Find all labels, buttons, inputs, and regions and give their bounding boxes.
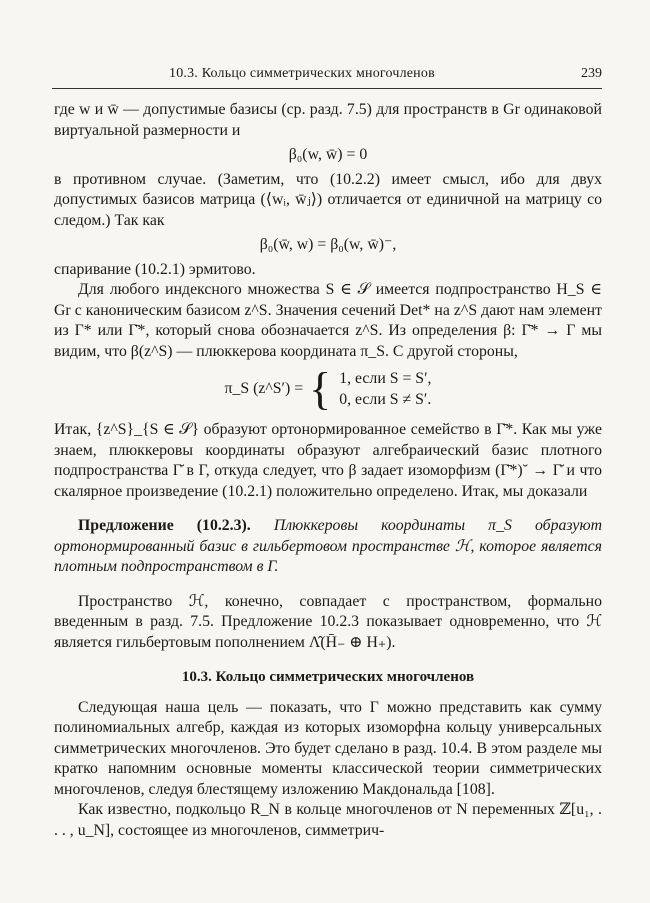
paragraph-4: Для любого индексного множества S ∈ 𝒮 имеется подпространство H_S ∈ Gr с каноническим базисом z^S. Значения сечений Det* на z^S дают нам элемент из Γ* или Γ̄*, который снова обозначается z^S. Из определения β: Γ̄* → Γ мы видим, что β(z^S) — плюккерова координата π_S. С другой стороны, [54, 281, 602, 360]
paragraph-7: Следующая наша цель — показать, что Γ можно представить как сумму полиномиальных алгебр, каждая из которых изоморфна кольцу универсальных симметрических многочленов. Это будет сделано в разд. 10.4. В этом разделе мы кратко напомним основные моменты классической теории симметрических многочленов, следуя блестящему изложению Макдональда [108]. [54, 698, 602, 798]
header-rule [52, 88, 602, 89]
cases-rows [339, 368, 431, 410]
cases-lhs: π_S (z^S′) = [224, 379, 304, 397]
proposition [54, 516, 602, 578]
formula-beta-zero: β₀(w, w̄) = 0 [288, 146, 368, 163]
proposition-text: Плюккеровы координаты π_S образуют ортонормированный базис в гильбертовом пространстве ℋ, которое является плотным подпространством в Γ. [54, 517, 602, 575]
proposition-label: Предложение (10.2.3). [78, 517, 251, 534]
paragraph-1: где w и w̄ — допустимые базисы (ср. разд. 7.5) для пространств в Gr одинаковой виртуальной размерности и [54, 101, 602, 139]
cases-brace: { [309, 363, 332, 414]
running-title: 10.3. Кольцо симметрических многочленов [169, 66, 435, 81]
case-not-equal: 0, если S ≠ S′. [339, 391, 432, 408]
paragraph-5: Итак, {z^S}_{S ∈ 𝒮} образуют ортонормированное семейство в Γ̄*. Как мы уже знаем, плюккеровы координаты образуют алгебраический базис плотного подпространства Γ̆ в Γ, откуда следует, что β задает изоморфизм (Γ̄*)˘ → Γ̆ и что скалярное произведение (10.2.1) положительно определено. Итак, мы доказали [54, 421, 602, 500]
case-equal: 1, если S = S′, [339, 370, 432, 387]
formula-plucker-cases [54, 363, 602, 414]
spacer [54, 578, 602, 592]
paragraph-2: в противном случае. (Заметим, что (10.2.2) имеет смысл, ибо для двух допустимых базисов матрица (⟨wᵢ, w̄ⱼ⟩) отличается от единичной на матрицу со следом.) Так как [54, 170, 602, 229]
page-body [54, 100, 602, 841]
paragraph-3: спаривание (10.2.1) эрмитово. [54, 260, 256, 278]
section-heading: 10.3. Кольцо симметрических многочленов [181, 669, 475, 685]
spacer [54, 502, 602, 516]
formula-beta-conjugate: β₀(w̄, w) = β₀(w, w̄)⁻, [259, 236, 397, 253]
paragraph-6: Пространство ℋ, конечно, совпадает с пространством, формально введенным в разд. 7.5. Предложение 10.2.3 показывает одновременно, что ℋ является гильбертовым пополнением Λ̂(H̄₋ ⊕ H₊). [54, 592, 602, 651]
spacer [54, 653, 602, 667]
running-header [52, 66, 602, 88]
page-number: 239 [581, 66, 602, 81]
paragraph-8: Как известно, подкольцо R_N в кольце многочленов от N переменных ℤ[u₁, . . . , u_N], состоящее из многочленов, симметрич- [54, 801, 602, 839]
